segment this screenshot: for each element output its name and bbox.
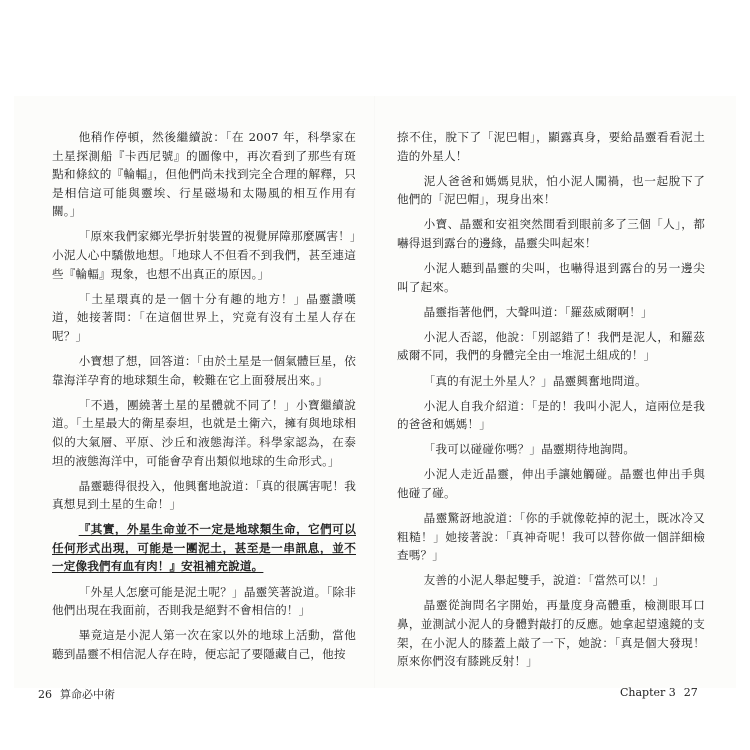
left-paragraph-9: 畢竟這是小泥人第一次在家以外的地球上活動，當他聽到晶靈不相信泥人存在時，便忘記了要隱藏自己，他按 bbox=[52, 628, 356, 661]
left-paragraph-7-emphasis: 『其實，外星生命並不一定是地球類生命，它們可以任何形式出現，可能是一團泥土，甚至是一串訊息，並不一定像我們有血有肉！』安祖補充說道。 bbox=[52, 522, 356, 574]
right-page-number: 27 bbox=[683, 686, 698, 699]
left-paragraph-5: 「不過，團繞著土星的星體就不同了！」小寶繼續說道。「土星最大的衛星泰坦，也就是土衛六，擁有與地球相似的大氣層、平原、沙丘和液態海洋。科學家認為，在泰坦的液態海洋中，可能會孕育出類似地球的生命形式。」 bbox=[52, 397, 356, 468]
left-paragraph-3: 「土星環真的是一個十分有趣的地方！」晶靈讚嘆道，她接著問：「在這個世界上，究竟有沒有土星人存在呢？」 bbox=[52, 291, 356, 343]
left-page bbox=[52, 128, 356, 670]
left-page-number: 26 bbox=[38, 688, 52, 701]
right-paragraph-2: 泥人爸爸和媽媽見狀，怕小泥人闖禍，也一起脫下了他們的「泥巴帽」，現身出來！ bbox=[397, 173, 705, 207]
right-paragraph-11: 晶靈驚訝地說道：「你的手就像乾掉的泥土，既冰冷又粗糙！」她接著說：「真神奇呢！我可以替你做一個詳細檢查嗎？」 bbox=[397, 511, 705, 563]
right-paragraph-4: 小泥人聽到晶靈的尖叫，也嚇得退到露台的另一邊尖叫了起來。 bbox=[397, 261, 705, 294]
right-paragraph-3: 小寶、晶靈和安祖突然間看到眼前多了三個「人」，都嚇得退到露台的邊緣，晶靈尖叫起來！ bbox=[397, 217, 705, 250]
right-footer bbox=[620, 686, 706, 699]
left-paragraph-4: 小寶想了想，回答道：「由於土星是一個氣體巨星，依靠海洋孕育的地球類生命，較難在它上面發展出來。」 bbox=[52, 354, 356, 387]
right-paragraph-8: 小泥人自我介紹道：「是的！我叫小泥人，這兩位是我的爸爸和媽媽！」 bbox=[397, 398, 705, 432]
left-paragraph-1: 他稍作停頓，然後繼續說：「在 2007 年，科學家在土星探測船『卡西尼號』的圖像中，再次看到了那些有斑點和條紋的『輪輻』，但他們尚未找到完全合理的解釋，只是相信這可能與靈埃、行星磁場和太陽風的相互作用有關。」 bbox=[52, 130, 356, 219]
right-paragraph-13: 晶靈從詢問名字開始，再量度身高體重，檢測眼耳口鼻，並測試小泥人的身體對敲打的反應。她拿起望遠鏡的支架，在小泥人的膝蓋上敲了一下，她說：「真是個大發現！原來你們沒有膝跳反射！」 bbox=[397, 598, 705, 669]
left-paragraph-2: 「原來我們家鄉光學折射裝置的視覺屏障那麼厲害！」小泥人心中驕傲地想。「地球人不但看不到我們，甚至連這些『輪輻』現象，也想不出真正的原因。」 bbox=[52, 229, 356, 281]
left-footer bbox=[38, 686, 123, 702]
right-paragraph-12: 友善的小泥人舉起雙手，說道：「當然可以！」 bbox=[423, 573, 665, 588]
right-page bbox=[397, 128, 705, 677]
right-paragraph-1: 捺不住，脫下了「泥巴帽」，顯露真身，要給晶靈看看泥土造的外星人！ bbox=[397, 130, 705, 163]
right-paragraph-6: 小泥人否認，他說：「別認錯了！我們是泥人，和羅茲威爾不同，我們的身體完全由一堆泥土組成的！」 bbox=[397, 329, 705, 363]
left-paragraph-6: 晶靈聽得很投入，他興奮地說道：「真的很厲害呢！我真想見到土星的生命！」 bbox=[52, 478, 356, 512]
right-paragraph-10: 小泥人走近晶靈，伸出手讓她觸碰。晶靈也伸出手與他碰了碰。 bbox=[397, 467, 705, 500]
left-running-head: 算命必中術 bbox=[60, 688, 115, 701]
right-paragraph-7: 「真的有泥土外星人？」晶靈興奮地問道。 bbox=[423, 373, 647, 388]
book-gutter bbox=[374, 96, 375, 688]
left-paragraph-8: 「外星人怎麼可能是泥土呢？」晶靈笑著說道。「除非他們出現在我面前，否則我是絕對不會相信的！」 bbox=[52, 584, 356, 618]
right-chapter-label: Chapter 3 bbox=[620, 686, 676, 699]
right-paragraph-5: 晶靈指著他們，大聲叫道：「羅茲威爾啊！」 bbox=[423, 304, 653, 319]
right-paragraph-9: 「我可以碰碰你嗎？」晶靈期待地詢問。 bbox=[423, 442, 636, 457]
